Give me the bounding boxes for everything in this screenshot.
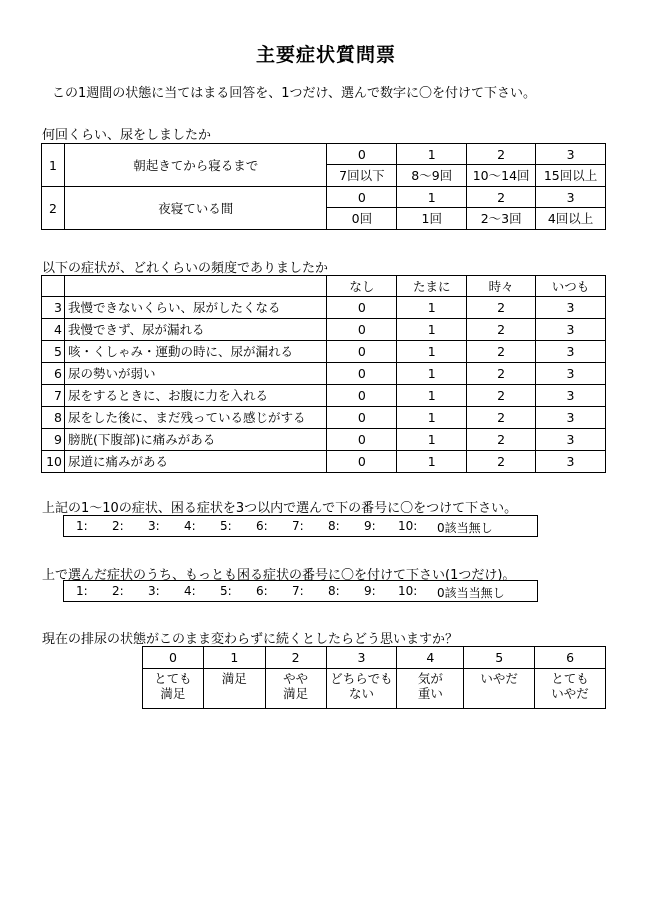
- symptom-label: 尿をするときに、お腹に力を入れる: [64, 385, 326, 407]
- column-header: たまに: [397, 276, 467, 297]
- score-option[interactable]: 1: [397, 187, 467, 208]
- answer-option-label: 15回以上: [536, 165, 606, 187]
- score-option[interactable]: 3: [536, 187, 606, 208]
- answer-option-label: 7回以下: [327, 165, 397, 187]
- column-header: なし: [327, 276, 397, 297]
- score-option[interactable]: 2: [467, 297, 536, 319]
- q1-row-label: 夜寝ている間: [64, 187, 326, 230]
- satisfaction-label: 気が 重い: [397, 669, 464, 709]
- satisfaction-label: 満足: [203, 669, 265, 709]
- score-option[interactable]: 2: [467, 363, 536, 385]
- q1-row-number: 1: [42, 144, 65, 187]
- symptom-label: 膀胱(下腹部)に痛みがある: [64, 429, 326, 451]
- symptom-number-option[interactable]: 3:: [148, 519, 160, 533]
- score-option[interactable]: 0: [327, 385, 397, 407]
- symptom-number-option[interactable]: 4:: [184, 519, 196, 533]
- answer-option-label: 1回: [397, 208, 467, 230]
- q2-heading: 以下の症状が、どれくらいの頻度でありましたか: [42, 261, 329, 276]
- score-option[interactable]: 0: [143, 647, 204, 669]
- score-option[interactable]: 1: [397, 407, 467, 429]
- q5-table: [142, 646, 606, 709]
- score-option[interactable]: 2: [467, 319, 536, 341]
- q2-row-number: 8: [42, 407, 65, 429]
- symptom-number-option[interactable]: 7:: [292, 519, 304, 533]
- symptom-number-option[interactable]: 1:: [76, 584, 88, 598]
- symptom-number-option[interactable]: 9:: [364, 584, 376, 598]
- satisfaction-label: やや 満足: [265, 669, 326, 709]
- answer-option-label: 4回以上: [536, 208, 606, 230]
- score-option[interactable]: 3: [536, 429, 606, 451]
- satisfaction-label: とても 満足: [143, 669, 204, 709]
- score-option[interactable]: 1: [397, 341, 467, 363]
- score-option[interactable]: 2: [467, 144, 536, 165]
- q5-heading: 現在の排尿の状態がこのまま変わらずに続くとしたらどう思いますか？: [42, 632, 459, 647]
- symptom-label: 咳・くしゃみ・運動の時に、尿が漏れる: [64, 341, 326, 363]
- score-option[interactable]: 2: [467, 341, 536, 363]
- symptom-number-option[interactable]: 10:: [398, 519, 418, 533]
- score-option[interactable]: 2: [467, 385, 536, 407]
- score-option[interactable]: 0: [327, 451, 397, 473]
- satisfaction-label: どちらでも ない: [326, 669, 397, 709]
- score-option[interactable]: 1: [203, 647, 265, 669]
- page-title: 主要症状質問票: [255, 44, 396, 66]
- symptom-label: 尿の勢いが弱い: [64, 363, 326, 385]
- score-option[interactable]: 6: [535, 647, 606, 669]
- satisfaction-label: とても いやだ: [535, 669, 606, 709]
- score-option[interactable]: 4: [397, 647, 464, 669]
- score-option[interactable]: 3: [536, 385, 606, 407]
- score-option[interactable]: 3: [536, 407, 606, 429]
- q2-row-number: 5: [42, 341, 65, 363]
- symptom-number-option[interactable]: 9:: [364, 519, 376, 533]
- symptom-number-option[interactable]: 3:: [148, 584, 160, 598]
- none-option[interactable]: 0該当無し: [437, 521, 493, 535]
- score-option[interactable]: 2: [467, 429, 536, 451]
- q3-options: [63, 515, 538, 537]
- score-option[interactable]: 3: [326, 647, 397, 669]
- score-option[interactable]: 5: [464, 647, 535, 669]
- symptom-number-option[interactable]: 5:: [220, 519, 232, 533]
- score-option[interactable]: 1: [397, 385, 467, 407]
- symptom-number-option[interactable]: 8:: [328, 584, 340, 598]
- q2-row-number: 7: [42, 385, 65, 407]
- score-option[interactable]: 2: [467, 187, 536, 208]
- score-option[interactable]: 3: [536, 451, 606, 473]
- q4-options: [63, 580, 538, 602]
- symptom-number-option[interactable]: 6:: [256, 519, 268, 533]
- q2-row-number: 10: [42, 451, 65, 473]
- symptom-number-option[interactable]: 6:: [256, 584, 268, 598]
- symptom-label: 我慢できず、尿が漏れる: [64, 319, 326, 341]
- q2-row-number: 6: [42, 363, 65, 385]
- score-option[interactable]: 1: [397, 429, 467, 451]
- none-option[interactable]: 0該当当無し: [437, 586, 505, 600]
- score-option[interactable]: 0: [327, 319, 397, 341]
- symptom-label: 我慢できないくらい、尿がしたくなる: [64, 297, 326, 319]
- symptom-number-option[interactable]: 2:: [112, 519, 124, 533]
- score-option[interactable]: 3: [536, 319, 606, 341]
- score-option[interactable]: 0: [327, 363, 397, 385]
- q2-table: [41, 275, 606, 473]
- score-option[interactable]: 3: [536, 297, 606, 319]
- q1-heading: 何回くらい、尿をしましたか: [42, 128, 212, 143]
- q4-heading: 上で選んだ症状のうち、もっとも困る症状の番号に〇を付けて下さい(1つだけ)。: [42, 568, 516, 583]
- score-option[interactable]: 0: [327, 297, 397, 319]
- symptom-number-option[interactable]: 5:: [220, 584, 232, 598]
- score-option[interactable]: 0: [327, 407, 397, 429]
- score-option[interactable]: 0: [327, 187, 397, 208]
- symptom-number-option[interactable]: 4:: [184, 584, 196, 598]
- q2-row-number: 3: [42, 297, 65, 319]
- score-option[interactable]: 0: [327, 144, 397, 165]
- symptom-label: 尿をした後に、まだ残っている感じがする: [64, 407, 326, 429]
- answer-option-label: 2〜3回: [467, 208, 536, 230]
- q2-row-number: 9: [42, 429, 65, 451]
- score-option[interactable]: 2: [265, 647, 326, 669]
- column-header: いつも: [536, 276, 606, 297]
- score-option[interactable]: 2: [467, 407, 536, 429]
- q1-table: [41, 143, 606, 230]
- q1-row-number: 2: [42, 187, 65, 230]
- instruction-text: この1週間の状態に当てはまる回答を、1つだけ、選んで数字に〇を付けて下さい。: [52, 86, 537, 101]
- q1-row-label: 朝起きてから寝るまで: [64, 144, 326, 187]
- symptom-number-option[interactable]: 7:: [292, 584, 304, 598]
- answer-option-label: 8〜9回: [397, 165, 467, 187]
- score-option[interactable]: 3: [536, 363, 606, 385]
- q3-heading: 上記の1〜10の症状、困る症状を3つ以内で選んで下の番号に〇をつけて下さい。: [42, 501, 518, 516]
- column-header: 時々: [467, 276, 536, 297]
- score-option[interactable]: 1: [397, 297, 467, 319]
- score-option[interactable]: 1: [397, 144, 467, 165]
- answer-option-label: 0回: [327, 208, 397, 230]
- score-option[interactable]: 2: [467, 451, 536, 473]
- score-option[interactable]: 3: [536, 144, 606, 165]
- score-option[interactable]: 1: [397, 319, 467, 341]
- q2-row-number: 4: [42, 319, 65, 341]
- score-option[interactable]: 3: [536, 341, 606, 363]
- symptom-number-option[interactable]: 1:: [76, 519, 88, 533]
- symptom-number-option[interactable]: 10:: [398, 584, 418, 598]
- symptom-number-option[interactable]: 8:: [328, 519, 340, 533]
- score-option[interactable]: 0: [327, 429, 397, 451]
- answer-option-label: 10〜14回: [467, 165, 536, 187]
- symptom-label: 尿道に痛みがある: [64, 451, 326, 473]
- score-option[interactable]: 0: [327, 341, 397, 363]
- score-option[interactable]: 1: [397, 451, 467, 473]
- satisfaction-label: いやだ: [464, 669, 535, 709]
- score-option[interactable]: 1: [397, 363, 467, 385]
- symptom-number-option[interactable]: 2:: [112, 584, 124, 598]
